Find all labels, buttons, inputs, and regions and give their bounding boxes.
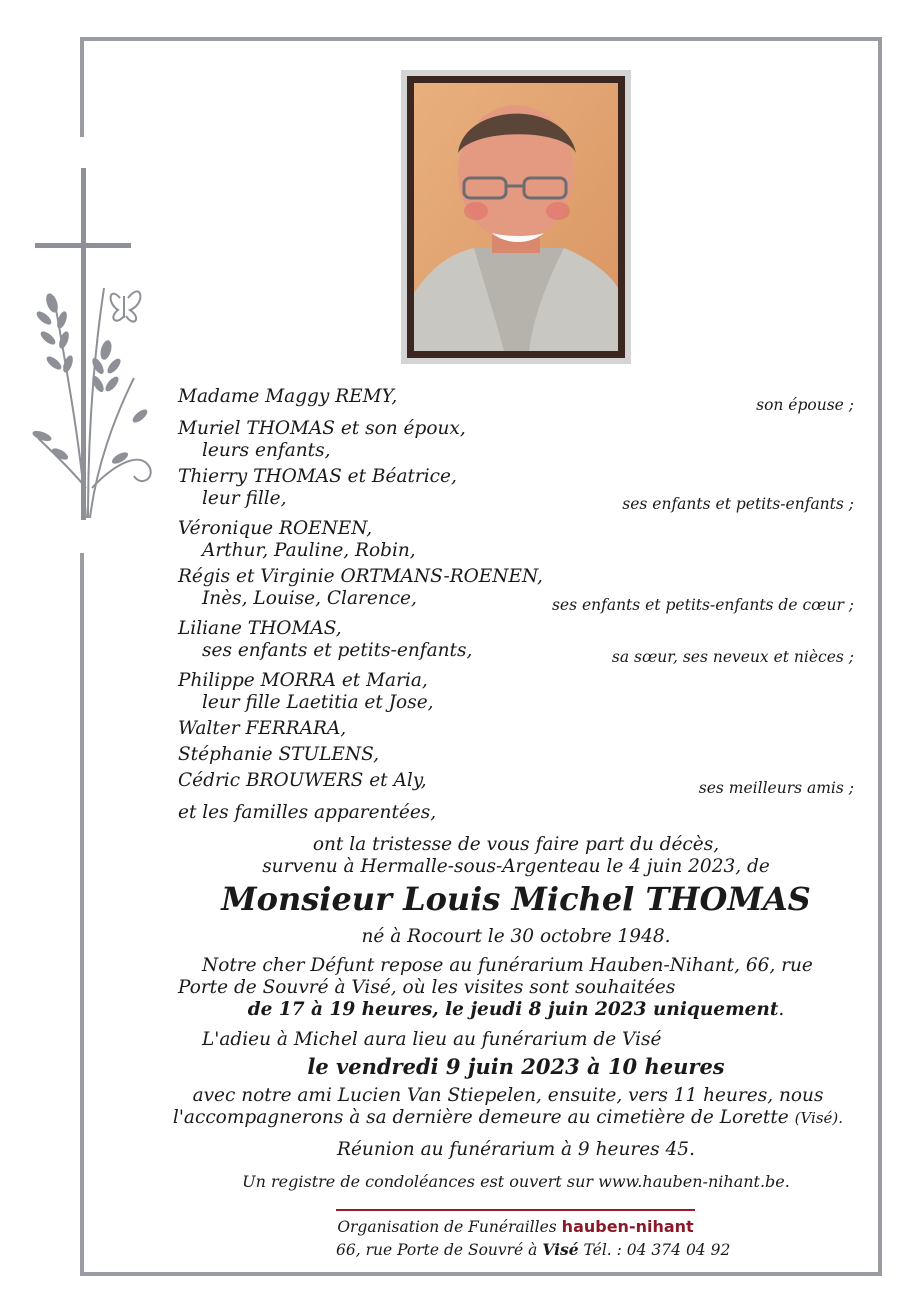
cross-wheat-butterfly-icon [30, 168, 160, 528]
ceremony-text [170, 1085, 846, 1129]
visits-time-bold: de 17 à 19 heures, le jeudi 8 juin 2023 uniquement [247, 999, 779, 1020]
frame-top-border [80, 37, 882, 41]
organizer-label: Organisation de Funérailles [337, 1218, 557, 1236]
footer-separator [336, 1209, 695, 1211]
announcement-line: ont la tristesse de vous faire part du décès, [312, 834, 720, 855]
brand-logo: hauben-nihant [561, 1217, 694, 1236]
ceremony-date: le vendredi 9 juin 2023 à 10 heures [307, 1054, 725, 1079]
family-line: Véronique ROENEN, [178, 518, 373, 539]
family-line: Régis et Virginie ORTMANS-ROENEN, [178, 566, 543, 587]
family-line: Walter FERRARA, [178, 718, 347, 739]
birth-info: né à Rocourt le 30 octobre 1948. [361, 926, 671, 947]
frame-bottom-border [80, 1272, 882, 1276]
family-line: et les familles apparentées, [178, 802, 437, 823]
family-line: Cédric BROUWERS et Aly, [178, 770, 427, 791]
family-line: ses enfants et petits-enfants, [202, 640, 473, 661]
organizer-address [336, 1240, 731, 1259]
family-line: Stéphanie STULENS, [178, 744, 379, 765]
visits-text: Notre cher Défunt repose au funérarium Hauben-Nihant, 66, rue Porte de Souvré à Visé, où les visites sont souhaitées [178, 955, 813, 998]
organizer-line [336, 1217, 695, 1236]
address-phone: Tél. : 04 374 04 92 [583, 1241, 731, 1259]
family-line: leur fille Laetitia et Jose, [202, 692, 434, 713]
relation-label: ses enfants et petits-enfants de cœur ; [551, 596, 854, 614]
family-line: Muriel THOMAS et son époux, [178, 418, 466, 439]
family-line: Philippe MORRA et Maria, [178, 670, 428, 691]
registry-text: Un registre de condoléances est ouvert sur www.hauben-nihant.be. [242, 1172, 790, 1191]
address-city: Visé [542, 1240, 579, 1259]
relation-label: ses enfants et petits-enfants ; [622, 495, 854, 513]
portrait-photo [414, 83, 618, 351]
ceremony-intro: L'adieu à Michel aura lieu au funérarium de Visé [202, 1029, 662, 1050]
visits-time-end: . [778, 999, 785, 1020]
relation-label: sa sœur, ses neveux et nièces ; [611, 648, 854, 666]
relation-label: ses meilleurs amis ; [698, 779, 854, 797]
frame-left-border-top [80, 37, 84, 137]
address-street: 66, rue Porte de Souvré à [336, 1241, 538, 1259]
ceremony-place: (Visé). [794, 1109, 844, 1127]
visits-time [100, 999, 918, 1020]
frame-right-border [878, 37, 882, 1276]
family-line: Arthur, Pauline, Robin, [202, 540, 416, 561]
family-line: leur fille, [202, 488, 287, 509]
family-line: Liliane THOMAS, [178, 618, 342, 639]
family-line: leurs enfants, [202, 440, 331, 461]
relation-label: son épouse ; [756, 396, 854, 414]
family-line: Thierry THOMAS et Béatrice, [178, 466, 457, 487]
frame-left-border-bottom [80, 553, 84, 1276]
announcement-line: survenu à Hermalle-sous-Argenteau le 4 juin 2023, de [262, 856, 770, 877]
family-line: Inès, Louise, Clarence, [202, 588, 417, 609]
deceased-name: Monsieur Louis Michel THOMAS [221, 880, 811, 918]
family-line: Madame Maggy REMY, [178, 386, 398, 407]
reunion-text: Réunion au funérarium à 9 heures 45. [337, 1139, 695, 1160]
ceremony-text-main: avec notre ami Lucien Van Stiepelen, ensuite, vers 11 heures, nous l'accompagnerons à sa dernière demeure au cimetière de Lorette [172, 1085, 824, 1128]
